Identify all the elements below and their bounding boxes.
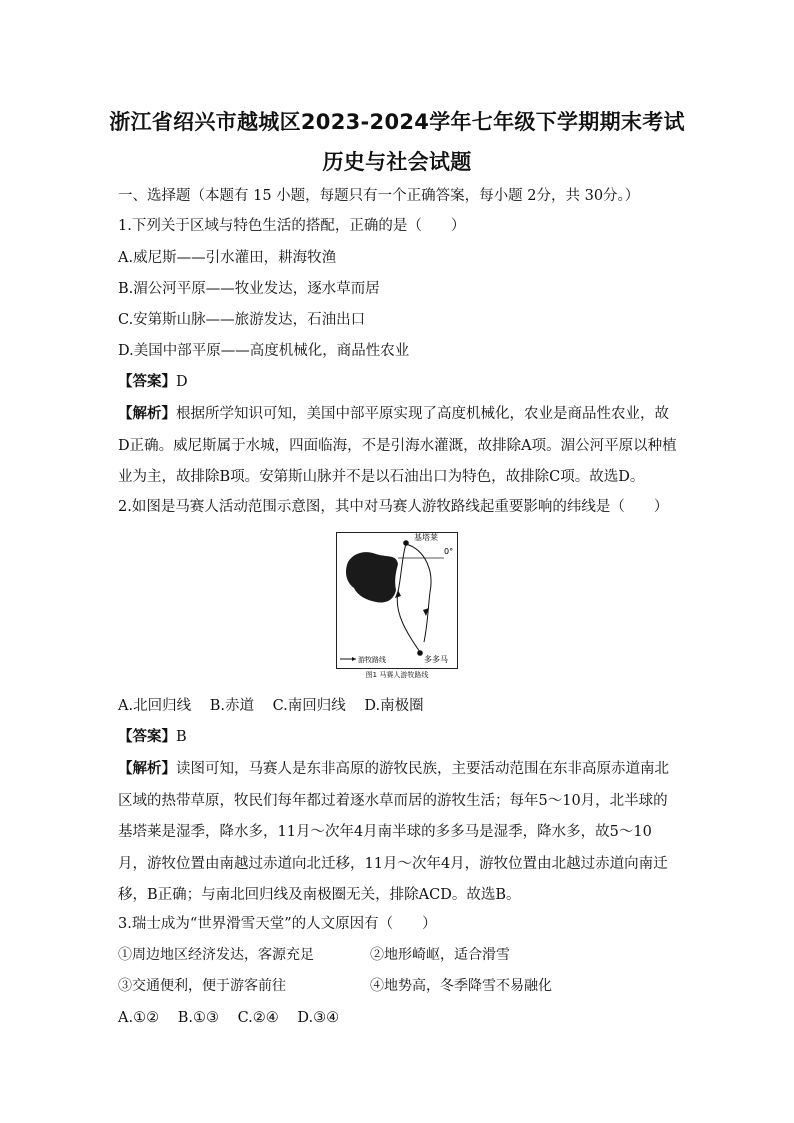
q2-stem: 2.如图是马赛人活动范围示意图，其中对马赛人游牧路线起重要影响的纬线是（ ） — [118, 499, 669, 515]
q3-item-3: ③交通便利，便于游客前往 — [118, 978, 286, 994]
analysis-text: 根据所学知识可知，美国中部平原实现了高度机械化，农业是商品性农业，故D正确。威尼斯属于水城，四面临海，不是引海水灌溉，故排除A项。湄公河平原以种植业为主，故排除B项。安第斯山脉并不是以石油出口为特色，故排除C项。故选D。 — [118, 406, 677, 485]
q2-analysis — [118, 753, 678, 912]
q1-option-c: C.安第斯山脉——旅游发达，石油出口 — [118, 312, 366, 328]
q2-options — [118, 696, 438, 716]
label-equator: 0° — [444, 547, 454, 556]
dodoma-point — [417, 650, 423, 656]
answer-label: 【答案】 — [118, 373, 176, 390]
q1-analysis — [118, 398, 678, 494]
legend-label: 游牧路线 — [358, 656, 386, 664]
answer-value: B — [176, 729, 187, 745]
q2-option-a: A.北回归线 — [118, 698, 192, 714]
q1-option-a: A.威尼斯——引水灌田，耕海牧渔 — [118, 250, 337, 266]
analysis-text: 读图可知，马赛人是东非高原的游牧民族，主要活动范围在东非高原赤道南北区域的热带草原，牧民们每年都过着逐水草而居的游牧生活；每年5～10月，北半球的基塔莱是湿季，降水多，11月～次年4月南半球的多多马是湿季，降水多，故5～10月，游牧位置由南越过赤道向北迁移，11月～次年4月，游牧位置由北越过赤道向南迁移，B正确；与南北回归线及南极圈无关，排除ACD。故选B。 — [118, 761, 669, 903]
exam-title: 浙江省绍兴市越城区2023-2024学年七年级下学期期末考试 — [109, 110, 685, 134]
q3-stem: 3.瑞士成为“世界滑雪天堂”的人文原因有（ ） — [118, 916, 437, 932]
q1-option-d: D.美国中部平原——高度机械化，商品性农业 — [118, 343, 410, 359]
q1-stem: 1.下列关于区域与特色生活的搭配，正确的是（ ） — [118, 218, 466, 234]
map-figure — [336, 532, 458, 670]
q3-item-2: ②地形崎岖，适合滑雪 — [370, 947, 510, 963]
answer-label: 【答案】 — [118, 728, 176, 745]
analysis-label: 【解析】 — [118, 405, 176, 422]
q3-option-b: B.①③ — [177, 1010, 219, 1026]
figure-caption: 图1 马赛人游牧路线 — [365, 671, 429, 679]
q3-item-4: ④地势高，冬季降雪不易融化 — [370, 978, 552, 994]
q2-option-c: C.南回归线 — [272, 698, 346, 714]
q3-option-c: C.②④ — [237, 1010, 279, 1026]
q1-answer — [118, 372, 188, 392]
label-dodoma: 多多马 — [424, 655, 448, 664]
q3-options — [118, 1008, 353, 1028]
q2-option-d: D.南极圈 — [364, 698, 424, 714]
maasai-route-map — [336, 532, 458, 670]
q1-option-b: B.湄公河平原——牧业发达，逐水草而居 — [118, 281, 380, 297]
answer-value: D — [176, 374, 188, 390]
q2-answer — [118, 727, 187, 747]
label-kitale: 基塔莱 — [414, 533, 438, 542]
exam-subtitle: 历史与社会试题 — [322, 150, 472, 174]
q2-option-b: B.赤道 — [209, 698, 254, 714]
q3-option-a: A.①② — [118, 1010, 160, 1026]
island-mark — [389, 581, 395, 587]
q3-item-1: ①周边地区经济发达，客源充足 — [118, 947, 314, 963]
kitale-point — [403, 540, 409, 546]
analysis-label: 【解析】 — [118, 760, 176, 777]
q3-option-d: D.③④ — [297, 1010, 340, 1026]
section-heading: 一、选择题（本题有 15 小题，每题只有一个正确答案，每小题 2分，共 30分。） — [118, 188, 640, 204]
